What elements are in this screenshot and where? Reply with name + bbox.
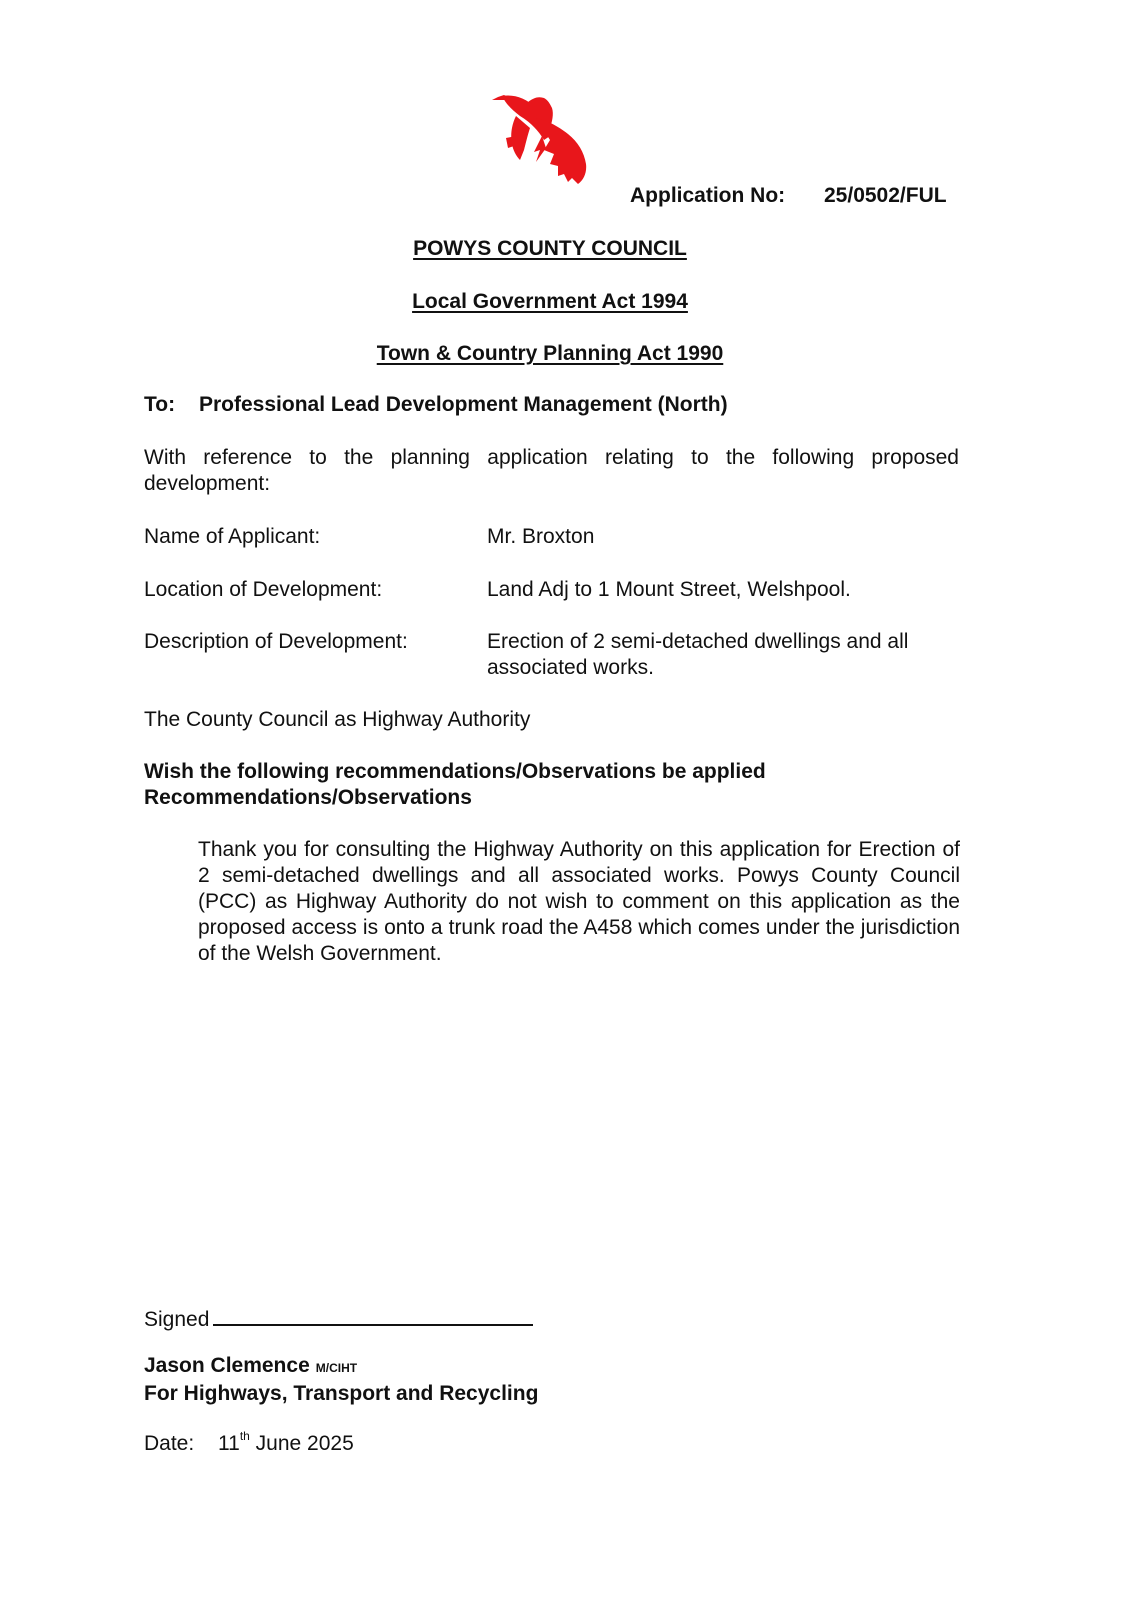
date-label: Date: [144,1432,195,1455]
signature-blank [213,1302,533,1326]
signed-label: Signed [144,1308,210,1331]
red-kite-logo [492,92,592,184]
application-number-label: Application No: [630,184,786,207]
observation-paragraph: Thank you for consulting the Highway Authority on this application for Erection of 2 semi-detached dwellings and all associated works. Powys County Council (PCC) as Highway Authority do not wish to comment on this application as the proposed access is onto a trunk road the A458 which comes under the jurisdiction of the Welsh Government. [198,838,960,965]
act-heading-2-text: Town & Country Planning Act 1990 [376,342,724,365]
signer-name: Jason Clemence [144,1354,310,1377]
recipient-name: Professional Lead Development Management (North) [199,393,728,416]
location-value: Land Adj to 1 Mount Street, Welshpool. [487,578,851,601]
date-day: 11 [218,1432,240,1455]
signer-block [144,1353,964,1407]
location-label: Location of Development: [144,578,383,601]
council-heading-text: POWYS COUNTY COUNCIL [413,237,687,260]
red-kite-icon [492,92,592,184]
description-label: Description of Development: [144,630,408,653]
description-value: Erection of 2 semi-detached dwellings and all associated works. [487,630,909,679]
act-heading-1-text: Local Government Act 1994 [412,290,688,313]
recipient-label: To: [144,393,176,416]
recommendations-line-1: Wish the following recommendations/Observations be applied [144,760,766,783]
recipient-line [144,392,964,418]
signer-credentials: M/CIHT [315,1361,358,1375]
signer-department: For Highways, Transport and Recycling [144,1382,539,1405]
application-number-line [630,183,960,209]
act-heading-1 [0,289,1100,315]
date-month-year: June 2025 [255,1432,354,1455]
council-heading [0,236,1100,262]
signature-line [144,1302,644,1333]
date-line [144,1431,644,1457]
recommendations-line-2: Recommendations/Observations [144,786,472,809]
applicant-value: Mr. Broxton [487,525,595,548]
applicant-label: Name of Applicant: [144,525,321,548]
recommendations-heading [144,759,964,811]
intro-paragraph: With reference to the planning application relating to the following proposed development: [144,446,959,495]
date-suffix: th [239,1429,250,1443]
act-heading-2 [0,341,1100,367]
signer-name-line [144,1353,964,1381]
application-number-value: 25/0502/FUL [824,184,947,207]
authority-statement: The County Council as Highway Authority [144,708,531,731]
